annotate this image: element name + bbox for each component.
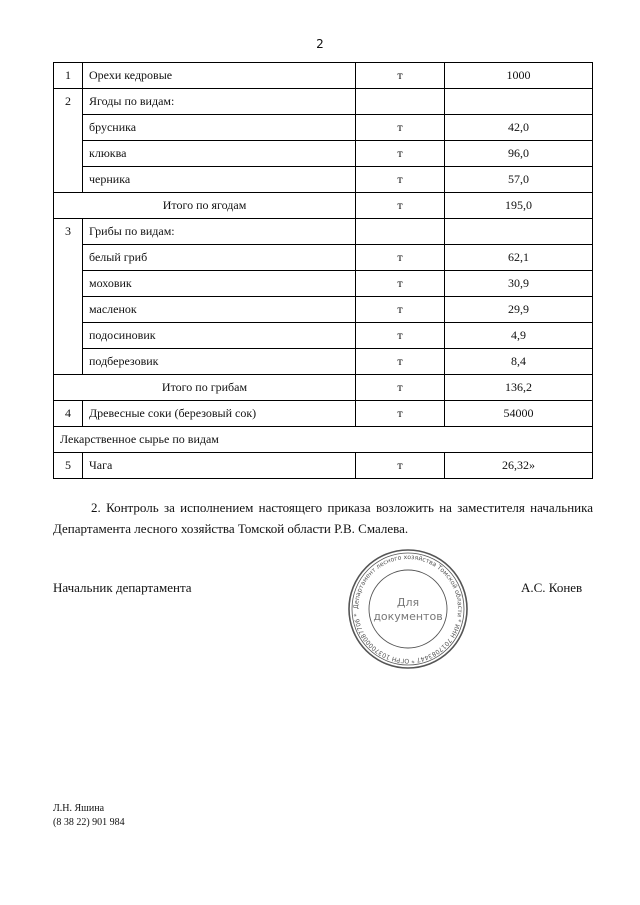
table-row	[54, 401, 593, 427]
row-name: Чага	[83, 453, 356, 479]
table-row-total	[54, 375, 593, 401]
row-number: 4	[54, 401, 83, 427]
row-name: Древесные соки (березовый сок)	[83, 401, 356, 427]
row-value: 4,9	[445, 323, 593, 349]
row-number	[54, 349, 83, 375]
row-unit: т	[356, 245, 445, 271]
row-name: моховик	[83, 271, 356, 297]
resources-table	[53, 62, 593, 479]
table-row	[54, 115, 593, 141]
row-name: белый гриб	[83, 245, 356, 271]
table-row	[54, 141, 593, 167]
row-number	[54, 297, 83, 323]
row-unit: т	[356, 323, 445, 349]
official-stamp	[344, 548, 472, 670]
row-value: 54000	[445, 401, 593, 427]
row-value: 136,2	[445, 375, 593, 401]
stamp-line-2: документов	[373, 610, 443, 623]
row-value: 26,32»	[445, 453, 593, 479]
row-unit: т	[356, 271, 445, 297]
row-value: 8,4	[445, 349, 593, 375]
table-row	[54, 245, 593, 271]
row-number: 5	[54, 453, 83, 479]
row-name: масленок	[83, 297, 356, 323]
row-name: Грибы по видам:	[83, 219, 356, 245]
table-row	[54, 167, 593, 193]
table-row	[54, 453, 593, 479]
row-value: 57,0	[445, 167, 593, 193]
row-unit: т	[356, 453, 445, 479]
row-number: 3	[54, 219, 83, 245]
signature-name: А.С. Конев	[521, 580, 583, 595]
row-value: 30,9	[445, 271, 593, 297]
table-row	[54, 219, 593, 245]
row-unit: т	[356, 141, 445, 167]
row-number: 1	[54, 63, 83, 89]
table-row	[54, 297, 593, 323]
row-number	[54, 245, 83, 271]
row-value: 42,0	[445, 115, 593, 141]
stamp-ring-text: Департамент лесного хозяйства Томской области * ИНН 7017083447 * ОГРН 1037000087706 *	[352, 553, 464, 665]
row-name: Ягоды по видам:	[83, 89, 356, 115]
row-unit: т	[356, 193, 445, 219]
row-number	[54, 141, 83, 167]
row-number	[54, 115, 83, 141]
section-name: Лекарственное сырье по видам	[54, 427, 593, 453]
table-row	[54, 89, 593, 115]
row-value: 62,1	[445, 245, 593, 271]
row-name: брусника	[83, 115, 356, 141]
row-unit	[356, 219, 445, 245]
row-name: Орехи кедровые	[83, 63, 356, 89]
signature-title: Начальник департамента	[53, 580, 192, 595]
row-unit: т	[356, 297, 445, 323]
footer-author: Л.Н. Яшина	[53, 803, 105, 814]
row-unit: т	[356, 167, 445, 193]
row-value: 195,0	[445, 193, 593, 219]
row-unit: т	[356, 63, 445, 89]
row-name: Итого по ягодам	[54, 193, 356, 219]
row-unit: т	[356, 349, 445, 375]
row-number	[54, 167, 83, 193]
row-number: 2	[54, 89, 83, 115]
row-unit: т	[356, 375, 445, 401]
row-unit	[356, 89, 445, 115]
table-row	[54, 271, 593, 297]
row-unit: т	[356, 401, 445, 427]
row-name: черника	[83, 167, 356, 193]
stamp-icon	[344, 548, 472, 670]
table-section-row	[54, 427, 593, 453]
row-value	[445, 219, 593, 245]
row-number	[54, 271, 83, 297]
row-name: Итого по грибам	[54, 375, 356, 401]
row-value: 29,9	[445, 297, 593, 323]
row-value: 1000	[445, 63, 593, 89]
table-row	[54, 63, 593, 89]
table-row	[54, 323, 593, 349]
page-number: 2	[316, 37, 324, 51]
row-value	[445, 89, 593, 115]
row-number	[54, 323, 83, 349]
row-unit: т	[356, 115, 445, 141]
row-value: 96,0	[445, 141, 593, 167]
footer-phone: (8 38 22) 901 984	[53, 817, 125, 828]
row-name: подосиновик	[83, 323, 356, 349]
row-name: подберезовик	[83, 349, 356, 375]
row-name: клюква	[83, 141, 356, 167]
table-row-total	[54, 193, 593, 219]
control-paragraph: 2. Контроль за исполнением настоящего приказа возложить на заместителя начальника Департамента лесного хозяйства Томской области Р.В. Смалева.	[53, 500, 593, 536]
table-row	[54, 349, 593, 375]
footer	[53, 802, 125, 830]
stamp-line-1: Для	[396, 596, 420, 609]
